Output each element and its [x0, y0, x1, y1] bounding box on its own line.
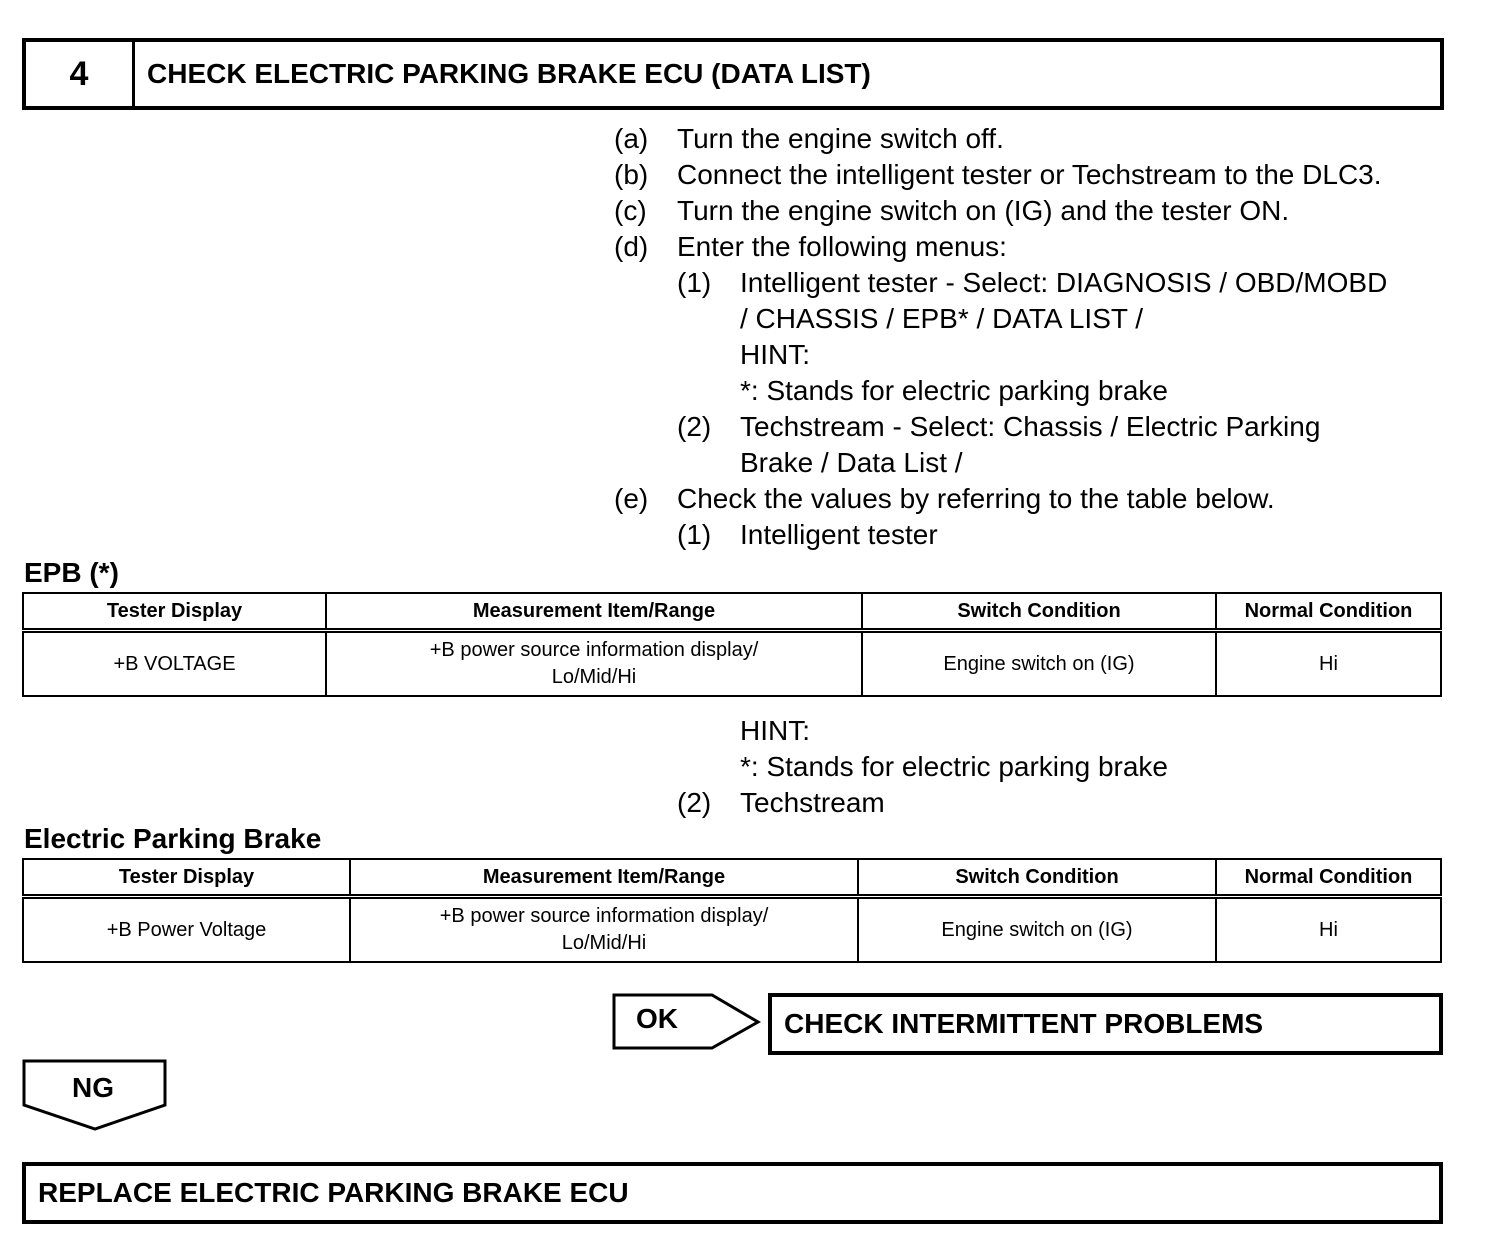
step-title: CHECK ELECTRIC PARKING BRAKE ECU (DATA LIST) [147, 58, 871, 89]
table1-measurement-line2: Lo/Mid/Hi [551, 666, 637, 688]
table2-cell-measurement [350, 897, 858, 963]
ng-result-box [22, 1162, 1443, 1224]
ok-label: OK [636, 1003, 678, 1034]
step-d-marker: (d) [614, 231, 649, 262]
table1-header-tester-display: Tester Display [23, 593, 326, 631]
table1-header-switch-condition: Switch Condition [862, 593, 1216, 631]
step-d1-hint: HINT: [740, 339, 810, 370]
step-c-text: Turn the engine switch on (IG) and the tester ON. [677, 195, 1290, 226]
table1-cell-tester-display: +B VOLTAGE [23, 631, 326, 697]
step-d1-hint-text: *: Stands for electric parking brake [740, 375, 1168, 406]
table2 [22, 858, 1442, 963]
step-b-text: Connect the intelligent tester or Techstream to the DLC3. [677, 159, 1382, 190]
table-row [23, 897, 1441, 963]
step-e-marker: (e) [614, 483, 649, 514]
table-hint: HINT: [740, 715, 810, 746]
table2-header-row [23, 859, 1441, 897]
table2-header-normal-condition: Normal Condition [1216, 859, 1441, 897]
step-d1-marker: (1) [677, 267, 712, 298]
table1-cell-switch-condition: Engine switch on (IG) [862, 631, 1216, 697]
ng-label: NG [72, 1072, 114, 1103]
table2-cell-normal-condition: Hi [1216, 897, 1441, 963]
step-e-text: Check the values by referring to the table below. [677, 483, 1275, 514]
step-a-marker: (a) [614, 123, 649, 154]
table1-header-measurement: Measurement Item/Range [326, 593, 862, 631]
table2-cell-switch-condition: Engine switch on (IG) [858, 897, 1216, 963]
step-d2-text-line2: Brake / Data List / [740, 447, 963, 478]
table2-measurement-line1: +B power source information display/ [439, 905, 769, 927]
step-d1-text-line2: / CHASSIS / EPB* / DATA LIST / [740, 303, 1144, 334]
step-b-marker: (b) [614, 159, 649, 190]
table1-header-normal-condition: Normal Condition [1216, 593, 1441, 631]
ok-action-text: CHECK INTERMITTENT PROBLEMS [784, 1008, 1264, 1039]
table2-header-switch-condition: Switch Condition [858, 859, 1216, 897]
table1-cell-normal-condition: Hi [1216, 631, 1441, 697]
step-e2-marker: (2) [677, 787, 712, 818]
table2-title: Electric Parking Brake [24, 823, 322, 854]
table1-title: EPB (*) [24, 557, 119, 588]
table2-measurement-line2: Lo/Mid/Hi [561, 932, 647, 954]
step-d1-text-line1: Intelligent tester - Select: DIAGNOSIS / OBD/MOBD [740, 267, 1388, 298]
ng-action-text: REPLACE ELECTRIC PARKING BRAKE ECU [38, 1177, 629, 1208]
step-d2-marker: (2) [677, 411, 712, 442]
table2-header-measurement: Measurement Item/Range [350, 859, 858, 897]
table1-header-row [23, 593, 1441, 631]
step-header [22, 38, 1444, 110]
table2-header-tester-display: Tester Display [23, 859, 350, 897]
step-e1-marker: (1) [677, 519, 712, 550]
step-number: 4 [26, 42, 135, 106]
step-a-text: Turn the engine switch off. [677, 123, 1004, 154]
table1 [22, 592, 1442, 697]
step-d2-text-line1: Techstream - Select: Chassis / Electric Parking [740, 411, 1321, 442]
step-d-text: Enter the following menus: [677, 231, 1007, 262]
table1-measurement-line1: +B power source information display/ [429, 639, 759, 661]
step-e1-text: Intelligent tester [740, 519, 938, 550]
ok-result-box [768, 993, 1443, 1055]
table-hint-text: *: Stands for electric parking brake [740, 751, 1168, 782]
table2-cell-tester-display: +B Power Voltage [23, 897, 350, 963]
step-c-marker: (c) [614, 195, 647, 226]
ok-arrow-flag [612, 992, 762, 1052]
table-row [23, 631, 1441, 697]
table1-cell-measurement [326, 631, 862, 697]
step-e2-text: Techstream [740, 787, 885, 818]
